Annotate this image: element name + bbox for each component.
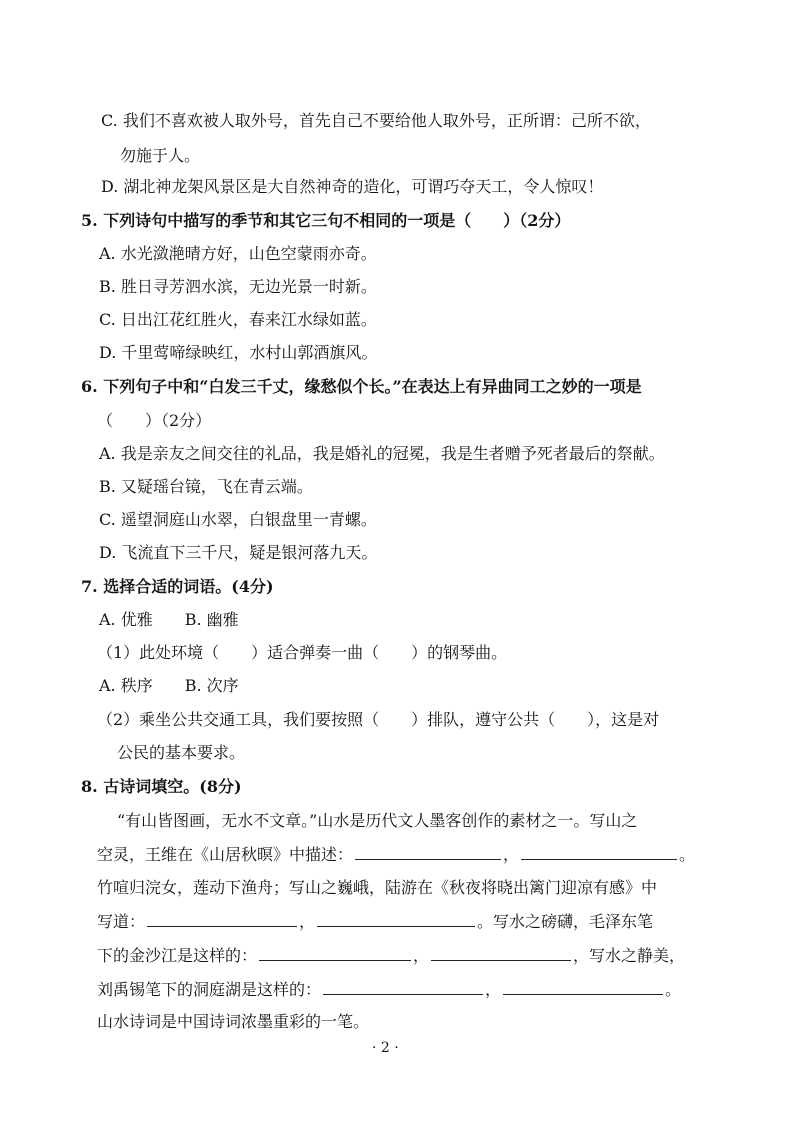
q5-option-a: A. 水光潋滟晴方好，山色空蒙雨亦奇。	[99, 244, 377, 263]
q4-option-c-line2: 勿施于人。	[120, 146, 201, 165]
period: 。	[679, 845, 696, 864]
q7-options-1: A. 优雅 B. 幽雅	[99, 610, 239, 629]
comma: ，	[485, 980, 502, 999]
answer-blank[interactable]	[503, 979, 663, 995]
answer-blank[interactable]	[259, 945, 411, 961]
q8-line2	[97, 844, 695, 865]
comma: ，	[503, 845, 520, 864]
q6-option-b: B. 又疑瑶台镜，飞在青云端。	[99, 477, 313, 496]
q8-line4-tail: 。写水之磅礴，毛泽东笔	[477, 912, 654, 931]
period: 。	[665, 980, 682, 999]
q7-sentence-1: （1）此处环境（ ）适合弹奏一曲（ ）的钢琴曲。	[97, 643, 508, 662]
comma: ，	[413, 946, 430, 965]
answer-blank[interactable]	[355, 844, 501, 860]
q8-line4	[97, 911, 653, 932]
comma: ，	[299, 912, 316, 931]
answer-blank[interactable]	[147, 911, 297, 927]
q8-line6-text: 刘禹锡笔下的洞庭湖是这样的：	[97, 980, 322, 999]
q5-stem: 5. 下列诗句中描写的季节和其它三句不相同的一项是（ ）（2分）	[81, 211, 571, 230]
q8-line6	[97, 979, 681, 1000]
answer-blank[interactable]	[521, 844, 677, 860]
q6-stem-line1: 6. 下列句子中和“白发三千丈，缘愁似个长。”在表达上有异曲同工之妙的一项是	[81, 377, 642, 396]
q8-line2-text: 空灵，王维在《山居秋暝》中描述：	[97, 845, 354, 864]
q7-options-2: A. 秩序 B. 次序	[99, 676, 239, 695]
q8-line5-text: 下的金沙江是这样的：	[97, 946, 258, 965]
q8-line4-text: 写道：	[97, 912, 146, 931]
q8-stem: 8. 古诗词填空。(8分)	[81, 777, 242, 796]
q5-option-d: D. 千里莺啼绿映红，水村山郭酒旗风。	[99, 343, 378, 362]
q6-option-c: C. 遥望洞庭山水翠，白银盘里一青螺。	[99, 510, 377, 529]
q6-stem-line2: （ ）（2分）	[97, 411, 212, 430]
q4-option-d: D. 湖北神龙架风景区是大自然神奇的造化，可谓巧夺天工，令人惊叹！	[101, 177, 604, 196]
q5-option-c: C. 日出江花红胜火，春来江水绿如蓝。	[99, 310, 377, 329]
q7-sentence-2-line1: （2）乘坐公共交通工具，我们要按照（ ）排队，遵守公共（ ），这是对	[97, 710, 660, 729]
q8-line7: 山水诗词是中国诗词浓墨重彩的一笔。	[97, 1012, 370, 1031]
q6-option-d: D. 飞流直下三千尺，疑是银河落九天。	[99, 543, 378, 562]
q8-line3: 竹喧归浣女，莲动下渔舟；写山之巍峨，陆游在《秋夜将晓出篱门迎凉有感》中	[97, 878, 658, 897]
q8-line1: “有山皆图画，无水不文章。”山水是历代文人墨客创作的素材之一。写山之	[117, 811, 638, 830]
answer-blank[interactable]	[431, 945, 571, 961]
q8-line5-tail: ，写水之静美，	[573, 946, 686, 965]
q4-option-c-line1: C. 我们不喜欢被人取外号，首先自己不要给他人取外号，正所谓：己所不欲，	[101, 111, 651, 130]
answer-blank[interactable]	[317, 911, 475, 927]
answer-blank[interactable]	[323, 979, 483, 995]
q7-stem: 7. 选择合适的词语。(4分)	[81, 577, 274, 596]
page-number: · 2 ·	[372, 1040, 399, 1056]
q7-sentence-2-line2: 公民的基本要求。	[117, 743, 246, 762]
q8-line5	[97, 945, 685, 966]
q6-option-a: A. 我是亲友之间交往的礼品，我是婚礼的冠冕，我是生者赠予死者最后的祭献。	[99, 444, 665, 463]
q5-option-b: B. 胜日寻芳泗水滨，无边光景一时新。	[99, 277, 377, 296]
